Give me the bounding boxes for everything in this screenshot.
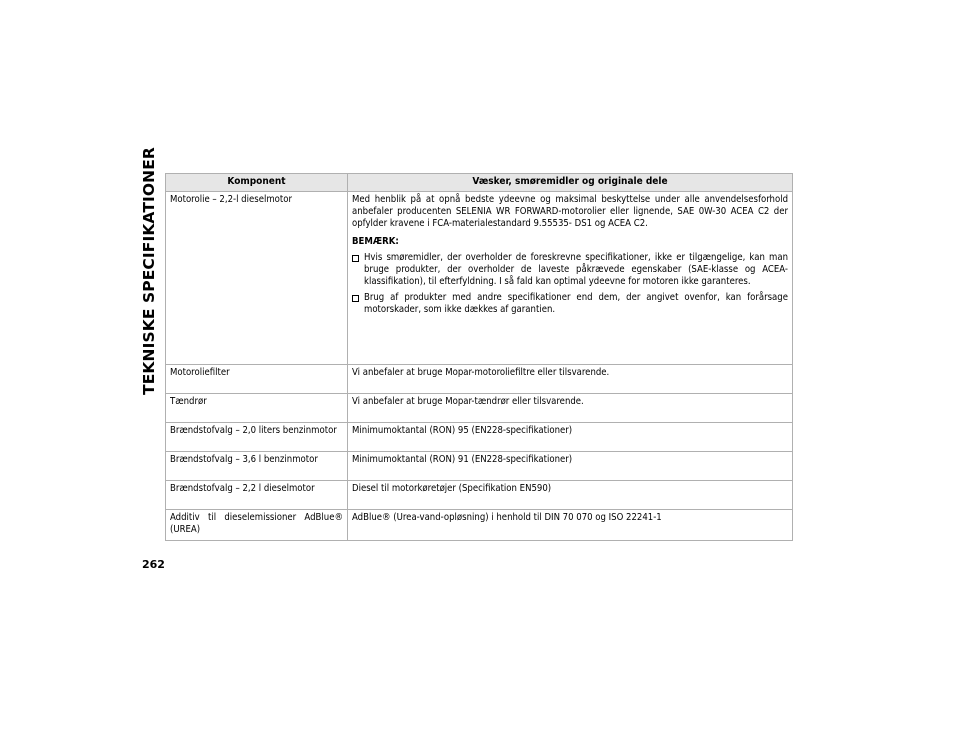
value-cell: Vi anbefaler at bruge Mopar-tændrør eller tilsvarende. bbox=[348, 394, 793, 423]
table-row bbox=[166, 423, 793, 452]
page-number: 262 bbox=[142, 558, 165, 571]
component-cell: Brændstofvalg – 2,0 liters benzinmotor bbox=[166, 423, 348, 452]
value-cell bbox=[348, 192, 793, 365]
table-row bbox=[166, 394, 793, 423]
note-bullet bbox=[352, 292, 788, 316]
motor-oil-description: Med henblik på at opnå bedste ydeevne og maksimal beskyttelse under alle anvendelsesforhold anbefaler producenten SELENIA WR FORWARD-motorolier eller lignende, SAE 0W-30 ACEA C2 der opfylder kravene i FCA-materialestandard 9.55535- DS1 og ACEA C2. bbox=[352, 194, 788, 229]
bullet-text: Hvis smøremidler, der overholder de foreskrevne specifikationer, ikke er tilgængelige, kan man bruge produkter, der overholder de laveste påkrævede egenskaber (SAE-klasse og ACEA-klassifikation), til efterfyldning. I så fald kan optimal ydeevne for motoren ikke garanteres. bbox=[364, 252, 788, 287]
component-cell: Motoroliefilter bbox=[166, 365, 348, 394]
table-row bbox=[166, 510, 793, 541]
component-cell: Brændstofvalg – 2,2 l dieselmotor bbox=[166, 481, 348, 510]
value-cell: Minimumoktantal (RON) 95 (EN228-specifikationer) bbox=[348, 423, 793, 452]
value-cell: AdBlue® (Urea-vand-opløsning) i henhold til DIN 70 070 og ISO 22241-1 bbox=[348, 510, 793, 541]
specifications-table bbox=[165, 173, 793, 541]
table-row bbox=[166, 481, 793, 510]
component-cell: Brændstofvalg – 3,6 l benzinmotor bbox=[166, 452, 348, 481]
table-row bbox=[166, 452, 793, 481]
header-component: Komponent bbox=[166, 174, 348, 192]
bullet-text: Brug af produkter med andre specifikationer end dem, der angivet ovenfor, kan forårsage motorskader, som ikke dækkes af garantien. bbox=[364, 292, 788, 315]
header-fluids: Væsker, smøremidler og originale dele bbox=[348, 174, 793, 192]
value-cell: Vi anbefaler at bruge Mopar-motoroliefiltre eller tilsvarende. bbox=[348, 365, 793, 394]
checkbox-square-icon bbox=[352, 255, 359, 262]
note-label: BEMÆRK: bbox=[352, 236, 399, 247]
component-cell: Additiv til dieselemissioner AdBlue® (UREA) bbox=[166, 510, 348, 541]
component-cell: Motorolie – 2,2-l dieselmotor bbox=[166, 192, 348, 365]
component-cell: Tændrør bbox=[166, 394, 348, 423]
value-cell: Minimumoktantal (RON) 91 (EN228-specifikationer) bbox=[348, 452, 793, 481]
table-row bbox=[166, 365, 793, 394]
checkbox-square-icon bbox=[352, 295, 359, 302]
section-title: TEKNISKE SPECIFIKATIONER bbox=[140, 147, 158, 395]
table-header-row bbox=[166, 174, 793, 192]
value-cell: Diesel til motorkøretøjer (Specifikation EN590) bbox=[348, 481, 793, 510]
table-row bbox=[166, 192, 793, 365]
note-bullet bbox=[352, 252, 788, 288]
